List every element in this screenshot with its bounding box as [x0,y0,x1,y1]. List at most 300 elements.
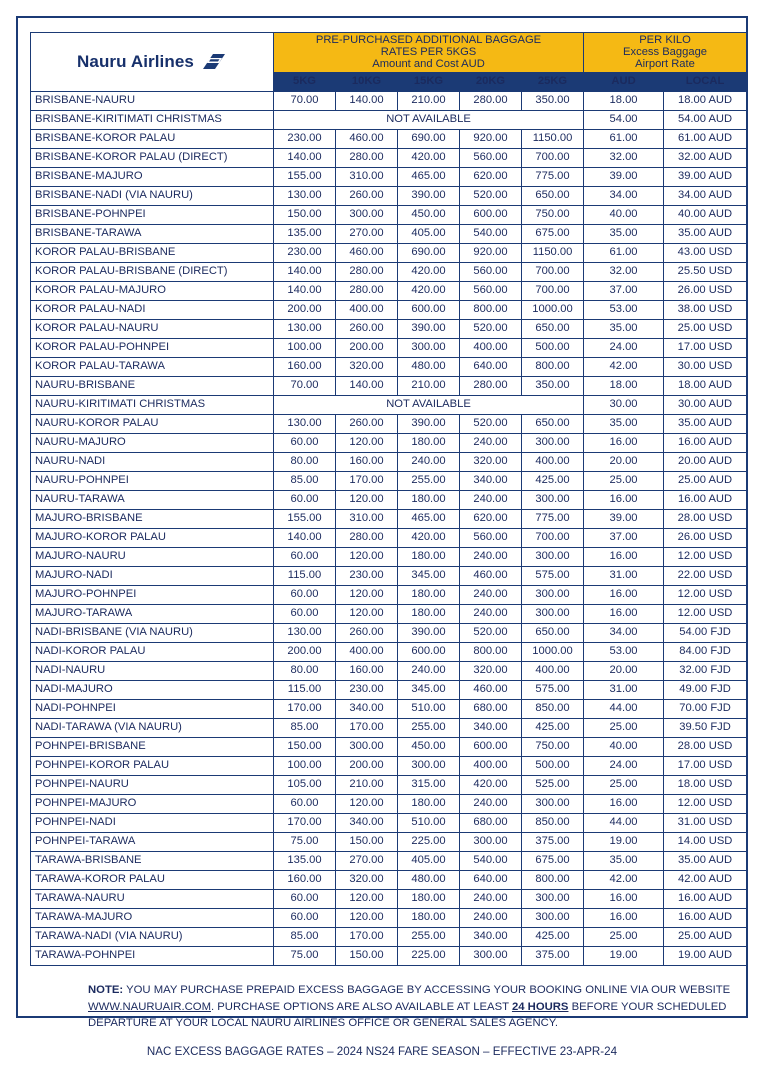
rate-cell-kg10: 310.00 [336,168,398,187]
rate-cell-kg10: 150.00 [336,833,398,852]
rate-cell-kg25: 375.00 [522,947,584,966]
rate-cell-kg15: 210.00 [398,377,460,396]
rate-cell-kg15: 255.00 [398,472,460,491]
route-cell: MAJURO-TARAWA [31,605,274,624]
rate-cell-local: 19.00 AUD [664,947,747,966]
rate-cell-kg15: 225.00 [398,833,460,852]
rate-cell-kg25: 425.00 [522,719,584,738]
rate-cell-kg5: 80.00 [274,662,336,681]
rate-cell-kg25: 500.00 [522,339,584,358]
rate-cell-kg20: 920.00 [460,130,522,149]
rate-cell-kg15: 420.00 [398,282,460,301]
rate-cell-kg20: 600.00 [460,206,522,225]
rate-cell-kg20: 400.00 [460,339,522,358]
rate-cell-kg10: 260.00 [336,187,398,206]
table-row [31,852,747,871]
rate-cell-kg10: 340.00 [336,814,398,833]
rate-cell-kg20: 680.00 [460,700,522,719]
rate-cell-kg25: 1150.00 [522,244,584,263]
route-cell: NADI-POHNPEI [31,700,274,719]
rate-cell-aud: 44.00 [584,814,664,833]
rate-cell-kg10: 120.00 [336,890,398,909]
rate-cell-kg20: 520.00 [460,320,522,339]
rate-cell-aud: 20.00 [584,662,664,681]
table-row [31,301,747,320]
rate-cell-kg10: 170.00 [336,719,398,738]
rate-cell-local: 54.00 FJD [664,624,747,643]
route-cell: POHNPEI-KOROR PALAU [31,757,274,776]
route-cell: TARAWA-NAURU [31,890,274,909]
rate-cell-local: 16.00 AUD [664,434,747,453]
rate-cell-local: 34.00 AUD [664,187,747,206]
perkilo-line-1: PER KILO [639,34,691,46]
rate-cell-kg10: 320.00 [336,358,398,377]
route-cell: TARAWA-KOROR PALAU [31,871,274,890]
table-row [31,662,747,681]
rate-cell-kg5: 160.00 [274,358,336,377]
rate-cell-kg25: 800.00 [522,358,584,377]
rate-cell-local: 18.00 AUD [664,377,747,396]
rate-cell-kg10: 260.00 [336,624,398,643]
table-row [31,510,747,529]
rate-cell-kg25: 375.00 [522,833,584,852]
route-cell: NAURU-TARAWA [31,491,274,510]
rate-cell-kg20: 600.00 [460,738,522,757]
table-row [31,586,747,605]
route-cell: KOROR PALAU-POHNPEI [31,339,274,358]
route-cell: NAURU-POHNPEI [31,472,274,491]
rate-cell-kg10: 320.00 [336,871,398,890]
table-row [31,472,747,491]
table-row [31,453,747,472]
rate-cell-kg20: 240.00 [460,795,522,814]
rate-cell-aud: 25.00 [584,928,664,947]
rate-cell-local: 25.00 AUD [664,928,747,947]
rate-cell-aud: 31.00 [584,567,664,586]
rate-cell-kg15: 510.00 [398,814,460,833]
rate-cell-kg25: 1000.00 [522,301,584,320]
rate-cell-kg5: 115.00 [274,681,336,700]
rate-cell-kg20: 560.00 [460,149,522,168]
route-cell: NAURU-BRISBANE [31,377,274,396]
rate-cell-aud: 39.00 [584,168,664,187]
rate-cell-kg10: 140.00 [336,92,398,111]
rate-cell-kg10: 270.00 [336,225,398,244]
rate-cell-aud: 25.00 [584,776,664,795]
table-row [31,434,747,453]
rate-cell-kg5: 60.00 [274,491,336,510]
table-row [31,757,747,776]
rate-cell-local: 32.00 AUD [664,149,747,168]
rate-cell-kg25: 1000.00 [522,643,584,662]
rate-cell-local: 22.00 USD [664,567,747,586]
rate-cell-kg20: 520.00 [460,624,522,643]
route-cell: POHNPEI-TARAWA [31,833,274,852]
rate-cell-kg15: 300.00 [398,757,460,776]
table-row [31,149,747,168]
table-row [31,529,747,548]
rate-cell-kg5: 140.00 [274,263,336,282]
rate-cell-kg25: 300.00 [522,890,584,909]
column-header-20kg: 20KG [460,73,522,92]
rate-cell-kg15: 240.00 [398,453,460,472]
rate-cell-local: 28.00 USD [664,510,747,529]
table-row [31,776,747,795]
note-part-1: YOU MAY PURCHASE PREPAID EXCESS BAGGAGE BY ACCESSING YOUR BOOKING ONLINE VIA OUR WEBSITE [123,984,731,997]
rate-cell-kg5: 85.00 [274,928,336,947]
rate-cell-local: 18.00 AUD [664,92,747,111]
rate-cell-kg15: 345.00 [398,567,460,586]
rate-cell-local: 39.50 FJD [664,719,747,738]
rate-cell-kg20: 240.00 [460,586,522,605]
rate-cell-kg5: 60.00 [274,586,336,605]
table-row [31,548,747,567]
rate-cell-local: 18.00 USD [664,776,747,795]
rate-cell-local: 35.00 AUD [664,415,747,434]
rate-cell-kg25: 300.00 [522,909,584,928]
column-header-25kg: 25KG [522,73,584,92]
nauruair-website-link[interactable]: WWW.NAURUAIR.COM [88,1000,211,1013]
table-row [31,415,747,434]
rate-cell-kg25: 700.00 [522,529,584,548]
rate-cell-kg5: 140.00 [274,149,336,168]
document-content [22,22,742,1031]
rate-cell-kg15: 300.00 [398,339,460,358]
route-cell: MAJURO-POHNPEI [31,586,274,605]
rate-cell-kg25: 800.00 [522,871,584,890]
rate-cell-kg20: 240.00 [460,909,522,928]
rate-cell-kg25: 750.00 [522,738,584,757]
rate-cell-local: 61.00 AUD [664,130,747,149]
rate-cell-kg20: 640.00 [460,358,522,377]
route-cell: KOROR PALAU-BRISBANE [31,244,274,263]
rate-cell-aud: 16.00 [584,909,664,928]
rate-cell-aud: 44.00 [584,700,664,719]
rate-cell-kg25: 775.00 [522,510,584,529]
rate-cell-kg20: 620.00 [460,168,522,187]
rate-cell-kg10: 400.00 [336,643,398,662]
rate-cell-kg25: 300.00 [522,795,584,814]
rate-cell-kg15: 225.00 [398,947,460,966]
route-cell: NAURU-MAJURO [31,434,274,453]
route-cell: BRISBANE-TARAWA [31,225,274,244]
route-cell: NADI-MAJURO [31,681,274,700]
rate-cell-kg5: 150.00 [274,206,336,225]
rate-cell-kg20: 560.00 [460,529,522,548]
rate-cell-local: 35.00 AUD [664,225,747,244]
rate-cell-kg25: 400.00 [522,453,584,472]
rate-cell-kg10: 140.00 [336,377,398,396]
route-cell: NADI-KOROR PALAU [31,643,274,662]
rate-cell-aud: 35.00 [584,852,664,871]
rate-cell-kg25: 400.00 [522,662,584,681]
rate-cell-kg20: 340.00 [460,719,522,738]
rate-cell-aud: 16.00 [584,605,664,624]
rate-cell-kg15: 465.00 [398,510,460,529]
rate-cell-kg20: 460.00 [460,567,522,586]
table-row [31,92,747,111]
rate-cell-aud: 35.00 [584,415,664,434]
table-row [31,871,747,890]
table-row [31,282,747,301]
rate-cell-kg25: 700.00 [522,282,584,301]
rate-cell-aud: 16.00 [584,795,664,814]
table-row [31,947,747,966]
baggage-rates-table [30,32,747,966]
rate-cell-kg20: 680.00 [460,814,522,833]
rate-cell-local: 25.00 USD [664,320,747,339]
rate-cell-kg25: 850.00 [522,700,584,719]
rate-cell-local: 70.00 FJD [664,700,747,719]
rate-cell-local: 12.00 USD [664,605,747,624]
table-row [31,263,747,282]
rate-cell-kg25: 500.00 [522,757,584,776]
rate-cell-kg5: 230.00 [274,244,336,263]
rate-cell-kg15: 420.00 [398,529,460,548]
rate-cell-kg15: 450.00 [398,738,460,757]
rate-cell-local: 12.00 USD [664,586,747,605]
rate-cell-local: 12.00 USD [664,795,747,814]
rate-cell-kg15: 180.00 [398,890,460,909]
rate-cell-kg10: 120.00 [336,795,398,814]
route-cell: NAURU-KIRITIMATI CHRISTMAS [31,396,274,415]
rate-cell-local: 12.00 USD [664,548,747,567]
table-row [31,339,747,358]
rate-cell-kg15: 450.00 [398,206,460,225]
rate-cell-kg15: 480.00 [398,358,460,377]
rate-cell-kg15: 420.00 [398,263,460,282]
table-row [31,643,747,662]
rate-cell-kg20: 300.00 [460,947,522,966]
rate-cell-kg10: 300.00 [336,738,398,757]
rate-cell-kg15: 210.00 [398,92,460,111]
rate-cell-kg20: 240.00 [460,605,522,624]
rate-cell-kg10: 170.00 [336,928,398,947]
prepurchased-header [274,33,584,73]
rate-cell-kg5: 70.00 [274,377,336,396]
rate-cell-kg5: 85.00 [274,472,336,491]
rate-cell-kg5: 200.00 [274,643,336,662]
rate-cell-local: 84.00 FJD [664,643,747,662]
rate-cell-local: 32.00 FJD [664,662,747,681]
table-row [31,491,747,510]
rate-cell-kg15: 180.00 [398,605,460,624]
rate-cell-kg10: 230.00 [336,681,398,700]
rate-cell-kg25: 300.00 [522,586,584,605]
rate-cell-local: 40.00 AUD [664,206,747,225]
rate-cell-kg20: 520.00 [460,187,522,206]
table-row [31,377,747,396]
rate-cell-kg25: 775.00 [522,168,584,187]
table-row [31,320,747,339]
rate-cell-kg20: 240.00 [460,548,522,567]
rate-cell-kg15: 405.00 [398,225,460,244]
rate-cell-kg5: 200.00 [274,301,336,320]
route-cell: MAJURO-NADI [31,567,274,586]
rate-cell-aud: 53.00 [584,643,664,662]
column-header-15kg: 15KG [398,73,460,92]
rate-cell-kg5: 230.00 [274,130,336,149]
rate-cell-kg20: 340.00 [460,928,522,947]
rate-cell-kg10: 200.00 [336,339,398,358]
route-cell: MAJURO-KOROR PALAU [31,529,274,548]
rate-cell-kg10: 280.00 [336,282,398,301]
rate-cell-kg15: 180.00 [398,548,460,567]
rate-cell-aud: 42.00 [584,871,664,890]
rate-cell-kg10: 230.00 [336,567,398,586]
rate-cell-kg5: 85.00 [274,719,336,738]
column-header-aud: AUD [584,73,664,92]
route-cell: KOROR PALAU-BRISBANE (DIRECT) [31,263,274,282]
rate-cell-kg25: 1150.00 [522,130,584,149]
rate-cell-kg10: 280.00 [336,263,398,282]
route-cell: KOROR PALAU-NAURU [31,320,274,339]
rate-cell-kg10: 160.00 [336,453,398,472]
route-cell: POHNPEI-BRISBANE [31,738,274,757]
rate-cell-local: 43.00 USD [664,244,747,263]
route-cell: KOROR PALAU-TARAWA [31,358,274,377]
rate-cell-kg5: 130.00 [274,624,336,643]
rate-cell-kg20: 240.00 [460,890,522,909]
rate-cell-kg25: 425.00 [522,472,584,491]
rate-cell-kg15: 480.00 [398,871,460,890]
rate-cell-kg15: 510.00 [398,700,460,719]
rate-cell-kg15: 405.00 [398,852,460,871]
rate-cell-kg10: 310.00 [336,510,398,529]
rate-cell-kg15: 690.00 [398,130,460,149]
rate-cell-kg15: 390.00 [398,624,460,643]
rate-cell-kg5: 130.00 [274,187,336,206]
rate-cell-kg20: 400.00 [460,757,522,776]
rate-cell-kg10: 400.00 [336,301,398,320]
rate-cell-local: 26.00 USD [664,282,747,301]
rate-cell-kg10: 270.00 [336,852,398,871]
column-header-5kg: 5KG [274,73,336,92]
rate-cell-kg25: 850.00 [522,814,584,833]
rate-cell-kg5: 60.00 [274,909,336,928]
rate-cell-kg5: 100.00 [274,757,336,776]
rate-cell-local: 20.00 AUD [664,453,747,472]
rate-cell-kg10: 200.00 [336,757,398,776]
rate-cell-kg25: 300.00 [522,491,584,510]
table-row [31,833,747,852]
table-row [31,111,747,130]
table-row [31,567,747,586]
rate-cell-kg15: 255.00 [398,928,460,947]
rate-cell-kg10: 160.00 [336,662,398,681]
rate-cell-kg15: 420.00 [398,149,460,168]
perkilo-line-2: Excess Baggage [623,45,708,58]
route-cell: POHNPEI-NAURU [31,776,274,795]
route-cell: NAURU-NADI [31,453,274,472]
rate-cell-kg25: 675.00 [522,852,584,871]
rate-cell-kg20: 300.00 [460,833,522,852]
rate-cell-local: 25.00 AUD [664,472,747,491]
rate-cell-local: 28.00 USD [664,738,747,757]
rate-cell-kg25: 650.00 [522,415,584,434]
rate-cell-local: 38.00 USD [664,301,747,320]
column-header-local: LOCAL [664,73,747,92]
route-cell: POHNPEI-MAJURO [31,795,274,814]
perkilo-header [584,33,747,73]
rate-cell-aud: 31.00 [584,681,664,700]
note-part-2: . PURCHASE OPTIONS ARE ALSO AVAILABLE AT LEAST [211,1000,512,1013]
rate-cell-kg15: 180.00 [398,491,460,510]
rate-cell-kg15: 255.00 [398,719,460,738]
rate-cell-kg5: 75.00 [274,833,336,852]
rate-cell-kg15: 600.00 [398,301,460,320]
table-row [31,909,747,928]
rate-cell-kg5: 60.00 [274,434,336,453]
rate-cell-local: 16.00 AUD [664,890,747,909]
rate-cell-local: 16.00 AUD [664,909,747,928]
prepurchased-line-2: RATES PER 5KGS [380,45,477,58]
rate-cell-kg15: 390.00 [398,320,460,339]
rate-cell-aud: 16.00 [584,491,664,510]
rate-cell-kg25: 675.00 [522,225,584,244]
rate-cell-aud: 16.00 [584,890,664,909]
route-cell: POHNPEI-NADI [31,814,274,833]
rate-cell-kg25: 300.00 [522,548,584,567]
rate-cell-kg5: 80.00 [274,453,336,472]
not-available-cell: NOT AVAILABLE [274,396,584,415]
rate-cell-kg10: 120.00 [336,909,398,928]
rate-cell-aud: 19.00 [584,947,664,966]
table-header-band [31,33,747,73]
rate-cell-kg25: 350.00 [522,92,584,111]
rate-cell-kg5: 155.00 [274,168,336,187]
rate-cell-aud: 53.00 [584,301,664,320]
rate-cell-kg5: 130.00 [274,320,336,339]
table-row [31,206,747,225]
rate-cell-kg10: 120.00 [336,491,398,510]
note-24-hours: 24 HOURS [511,1000,569,1013]
table-row [31,738,747,757]
rate-cell-kg25: 650.00 [522,624,584,643]
route-cell: TARAWA-BRISBANE [31,852,274,871]
rate-cell-kg25: 650.00 [522,320,584,339]
table-row [31,814,747,833]
rate-cell-kg10: 260.00 [336,320,398,339]
rate-cell-aud: 35.00 [584,225,664,244]
rate-cell-kg20: 280.00 [460,92,522,111]
rate-cell-kg15: 180.00 [398,586,460,605]
rate-cell-local: 25.50 USD [664,263,747,282]
rate-cell-kg10: 280.00 [336,149,398,168]
rate-cell-kg5: 115.00 [274,567,336,586]
route-cell: BRISBANE-NADI (VIA NAURU) [31,187,274,206]
table-body [31,92,747,966]
table-row [31,358,747,377]
rate-cell-aud: 34.00 [584,624,664,643]
note-label: NOTE: [88,984,124,997]
rate-cell-aud: 35.00 [584,320,664,339]
rate-cell-kg10: 170.00 [336,472,398,491]
note-part-3: BEFORE YOUR SCHEDULED DEPARTURE AT YOUR LOCAL NAURU AIRLINES OFFICE OR GENERAL SALES AGENCY. [88,1000,727,1029]
route-cell: NADI-TARAWA (VIA NAURU) [31,719,274,738]
rate-cell-kg25: 575.00 [522,567,584,586]
rate-cell-kg20: 640.00 [460,871,522,890]
rate-cell-kg20: 460.00 [460,681,522,700]
rate-cell-kg10: 120.00 [336,434,398,453]
rate-cell-local: 31.00 USD [664,814,747,833]
table-row [31,928,747,947]
rate-cell-aud: 37.00 [584,529,664,548]
rate-cell-aud: 34.00 [584,187,664,206]
table-row [31,187,747,206]
rate-cell-aud: 24.00 [584,339,664,358]
route-cell: TARAWA-MAJURO [31,909,274,928]
